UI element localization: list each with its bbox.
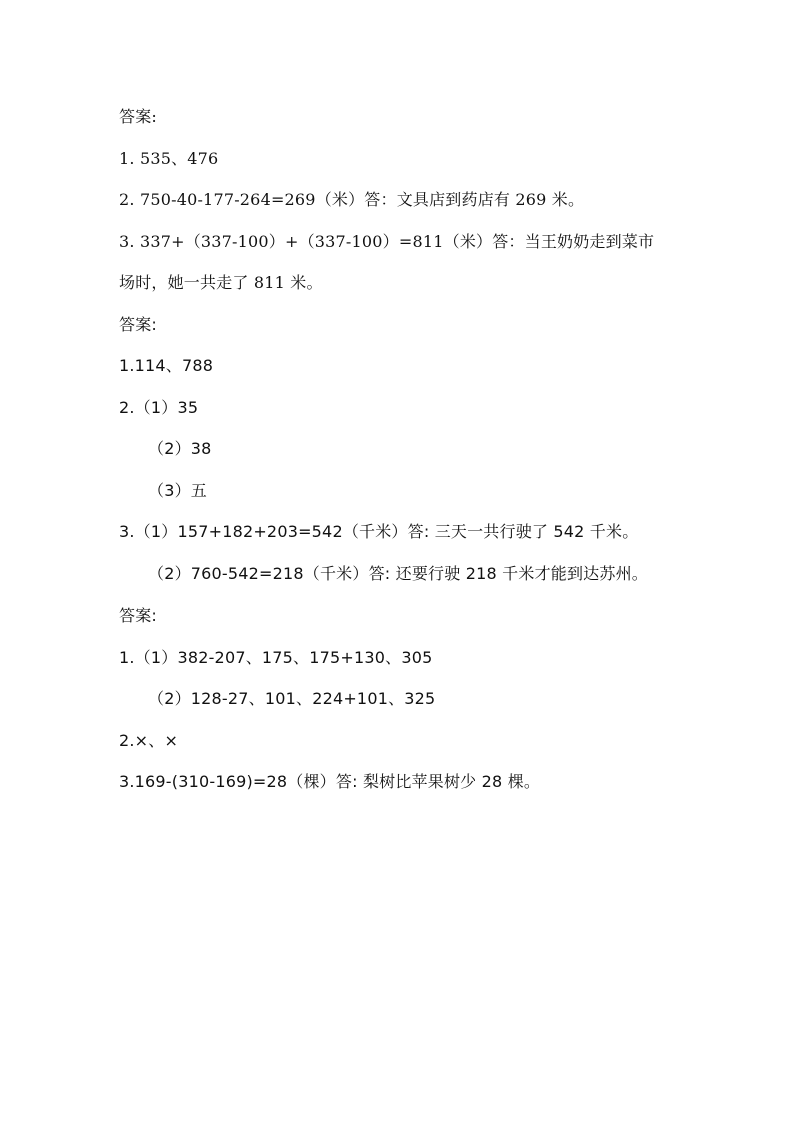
section-1-heading: 答案: (119, 107, 157, 126)
section-1-line-3: 3. 337+（337-100）+（337-100）=811（米）答：当王奶奶走到菜市 (119, 232, 655, 251)
section-2-line-1: 1.114、788 (119, 356, 214, 375)
section-1-line-1: 1. 535、476 (119, 149, 219, 168)
section-3-line-1: 1.（1）382-207、175、175+130、305 (119, 648, 433, 667)
section-3-heading: 答案: (119, 606, 157, 625)
section-3-line-3: 2.×、× (119, 731, 179, 750)
section-2-line-3: （2）38 (148, 439, 212, 458)
section-2-line-4: （3）五 (148, 481, 207, 500)
section-2-line-2: 2.（1）35 (119, 398, 199, 417)
section-2-line-5: 3.（1）157+182+203=542（千米）答: 三天一共行驶了 542 千米。 (119, 522, 639, 541)
section-1-line-2: 2. 750-40-177-264=269（米）答：文具店到药店有 269 米。 (119, 190, 585, 209)
section-3-line-2: （2）128-27、101、224+101、325 (148, 689, 436, 708)
section-3-line-4: 3.169-(310-169)=28（棵）答: 梨树比苹果树少 28 棵。 (119, 772, 541, 791)
section-2-line-6: （2）760-542=218（千米）答: 还要行驶 218 千米才能到达苏州。 (148, 564, 648, 583)
section-1-line-4: 场时，她一共走了 811 米。 (119, 273, 323, 292)
section-2-heading: 答案: (119, 315, 157, 334)
